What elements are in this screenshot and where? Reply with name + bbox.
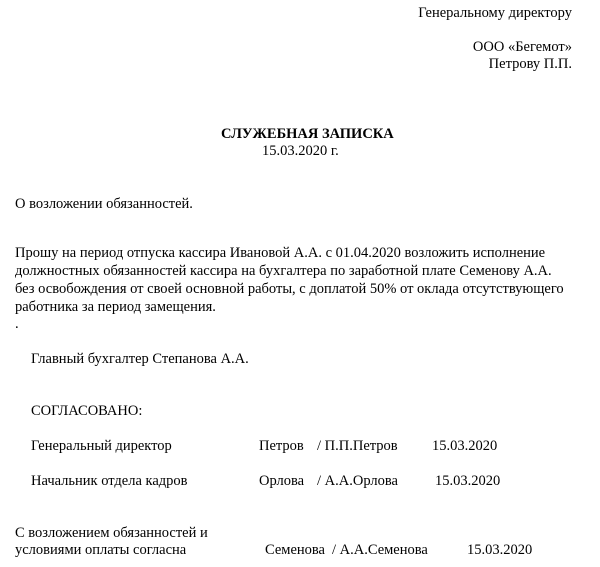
addressee-line-1: Генеральному директору (418, 5, 572, 21)
body-line-2: должностных обязанностей кассира на бухгалтера по заработной плате Семенову А.А. (15, 263, 552, 279)
approval-position: Начальник отдела кадров (31, 473, 188, 489)
consent-line-1: С возложением обязанностей и (15, 525, 208, 541)
body-line-5: . (15, 316, 19, 332)
addressee-line-3: Петрову П.П. (488, 56, 572, 72)
approval-signature: Орлова (259, 473, 305, 489)
consent-signature: Семенова (265, 542, 325, 558)
body-line-4: работника за период замещения. (15, 299, 216, 315)
consent-name: / А.А.Семенова (332, 542, 428, 558)
approval-signature: Петров (259, 438, 304, 454)
body-line-1: Прошу на период отпуска кассира Ивановой А.А. с 01.04.2020 возложить исполнение (15, 245, 546, 261)
approved-label: СОГЛАСОВАНО: (31, 403, 143, 419)
approval-name: / П.П.Петров (317, 438, 398, 454)
document-title: СЛУЖЕБНАЯ ЗАПИСКА (221, 126, 394, 142)
approval-date: 15.03.2020 (435, 473, 501, 489)
document-author: Главный бухгалтер Степанова А.А. (31, 351, 249, 367)
consent-line-2: условиями оплаты согласна (15, 542, 187, 558)
approval-position: Генеральный директор (31, 438, 172, 454)
document-subject: О возложении обязанностей. (15, 196, 193, 212)
approval-date: 15.03.2020 (432, 438, 498, 454)
approval-name: / А.А.Орлова (317, 473, 398, 489)
consent-date: 15.03.2020 (467, 542, 533, 558)
body-line-3: без освобождения от своей основной работы, с доплатой 50% от оклада отсутствующего (15, 281, 564, 297)
document-date: 15.03.2020 г. (262, 143, 339, 159)
addressee-line-2: ООО «Бегемот» (472, 39, 572, 55)
